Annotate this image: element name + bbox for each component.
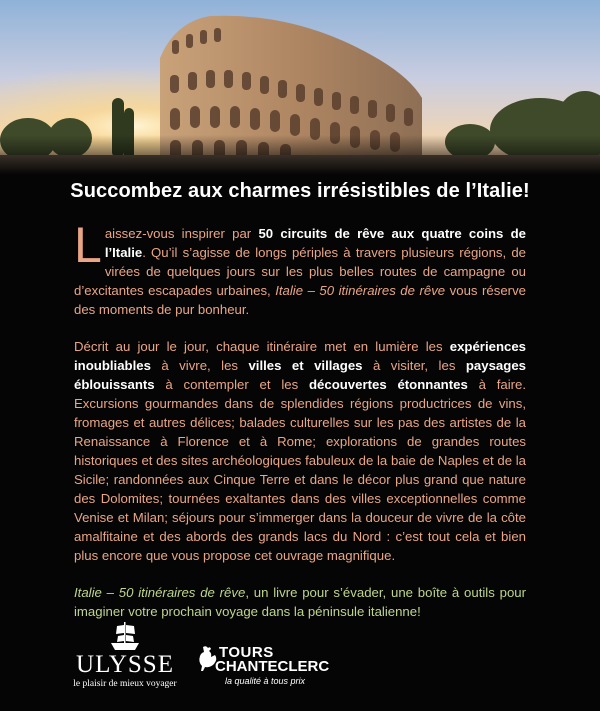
paragraph-closing: Italie – 50 itinéraires de rêve, un livre pour s’évader, une boîte à outils pour imaginer votre prochain voyage dans la péninsule italienne! <box>74 585 527 619</box>
ulysse-tagline: le plaisir de mieux voyager <box>73 679 177 689</box>
ulysse-logo <box>70 620 180 690</box>
tours-tagline: la qualité à tous prix <box>225 676 306 686</box>
description-text <box>74 217 527 639</box>
ulysse-wordmark: ULYSSE <box>76 651 174 678</box>
emphasis: expériences inoubliables <box>74 339 526 373</box>
emphasis: villes et villages <box>248 358 363 373</box>
book-title: Italie – 50 itinéraires de rêve <box>74 585 246 600</box>
emphasis: 50 circuits de rêve aux quatre coins de l’Italie <box>104 226 526 260</box>
hero-colosseum-image <box>0 0 600 175</box>
emphasis: paysages éblouissants <box>74 358 526 392</box>
headline: Succombez aux charmes irrésistibles de l’Italie! <box>70 180 530 202</box>
emphasis: découvertes étonnantes <box>308 377 468 392</box>
ship-icon <box>108 620 142 652</box>
drop-cap: L <box>74 217 102 273</box>
book-title: Italie – 50 itinéraires de rêve <box>275 283 446 298</box>
tours-wordmark-line2: CHANTECLERC <box>215 658 330 675</box>
paragraph-intro: Laissez-vous inspirer par 50 circuits de rêve aux quatre coins de l’Italie. Qu’il s’agisse de longs périples à travers plusieurs régions, de virées de quelques jours sur les plus belles routes de campagne ou d’excitantes escapades urbaines, Italie – 50 itinéraires de rêve vous réserve des moments de pur bonheur. <box>74 217 526 317</box>
tours-wordmark-line1: TOURS <box>219 644 274 661</box>
paragraph-details: Décrit au jour le jour, chaque itinéraire met en lumière les expériences inoubliables à vivre, les villes et villages à visiter, les paysages éblouissants à contempler et les découvertes étonnantes à faire. Excursions gourmandes dans de splendides régions productrices de vins, fromages et autres délices; balades culturelles sur les pas des artistes de la Renaissance à Florence et à Rome; explorations de grandes routes historiques et des sites archéologiques fabuleux de la baie de Naples et de la Sicile; randonnées aux Cinque Terre et dans le décor plus grand que nature des Dolomites; tournées exaltantes dans des villes exceptionnelles comme Venise et Milan; séjours pour s’immerger dans la douceur de vivre de la côte amalfitaine et des abords des grands lacs du Nord : c’est tout cela et bien plus encore que vous propose cet ouvrage magnifique. <box>74 339 527 563</box>
